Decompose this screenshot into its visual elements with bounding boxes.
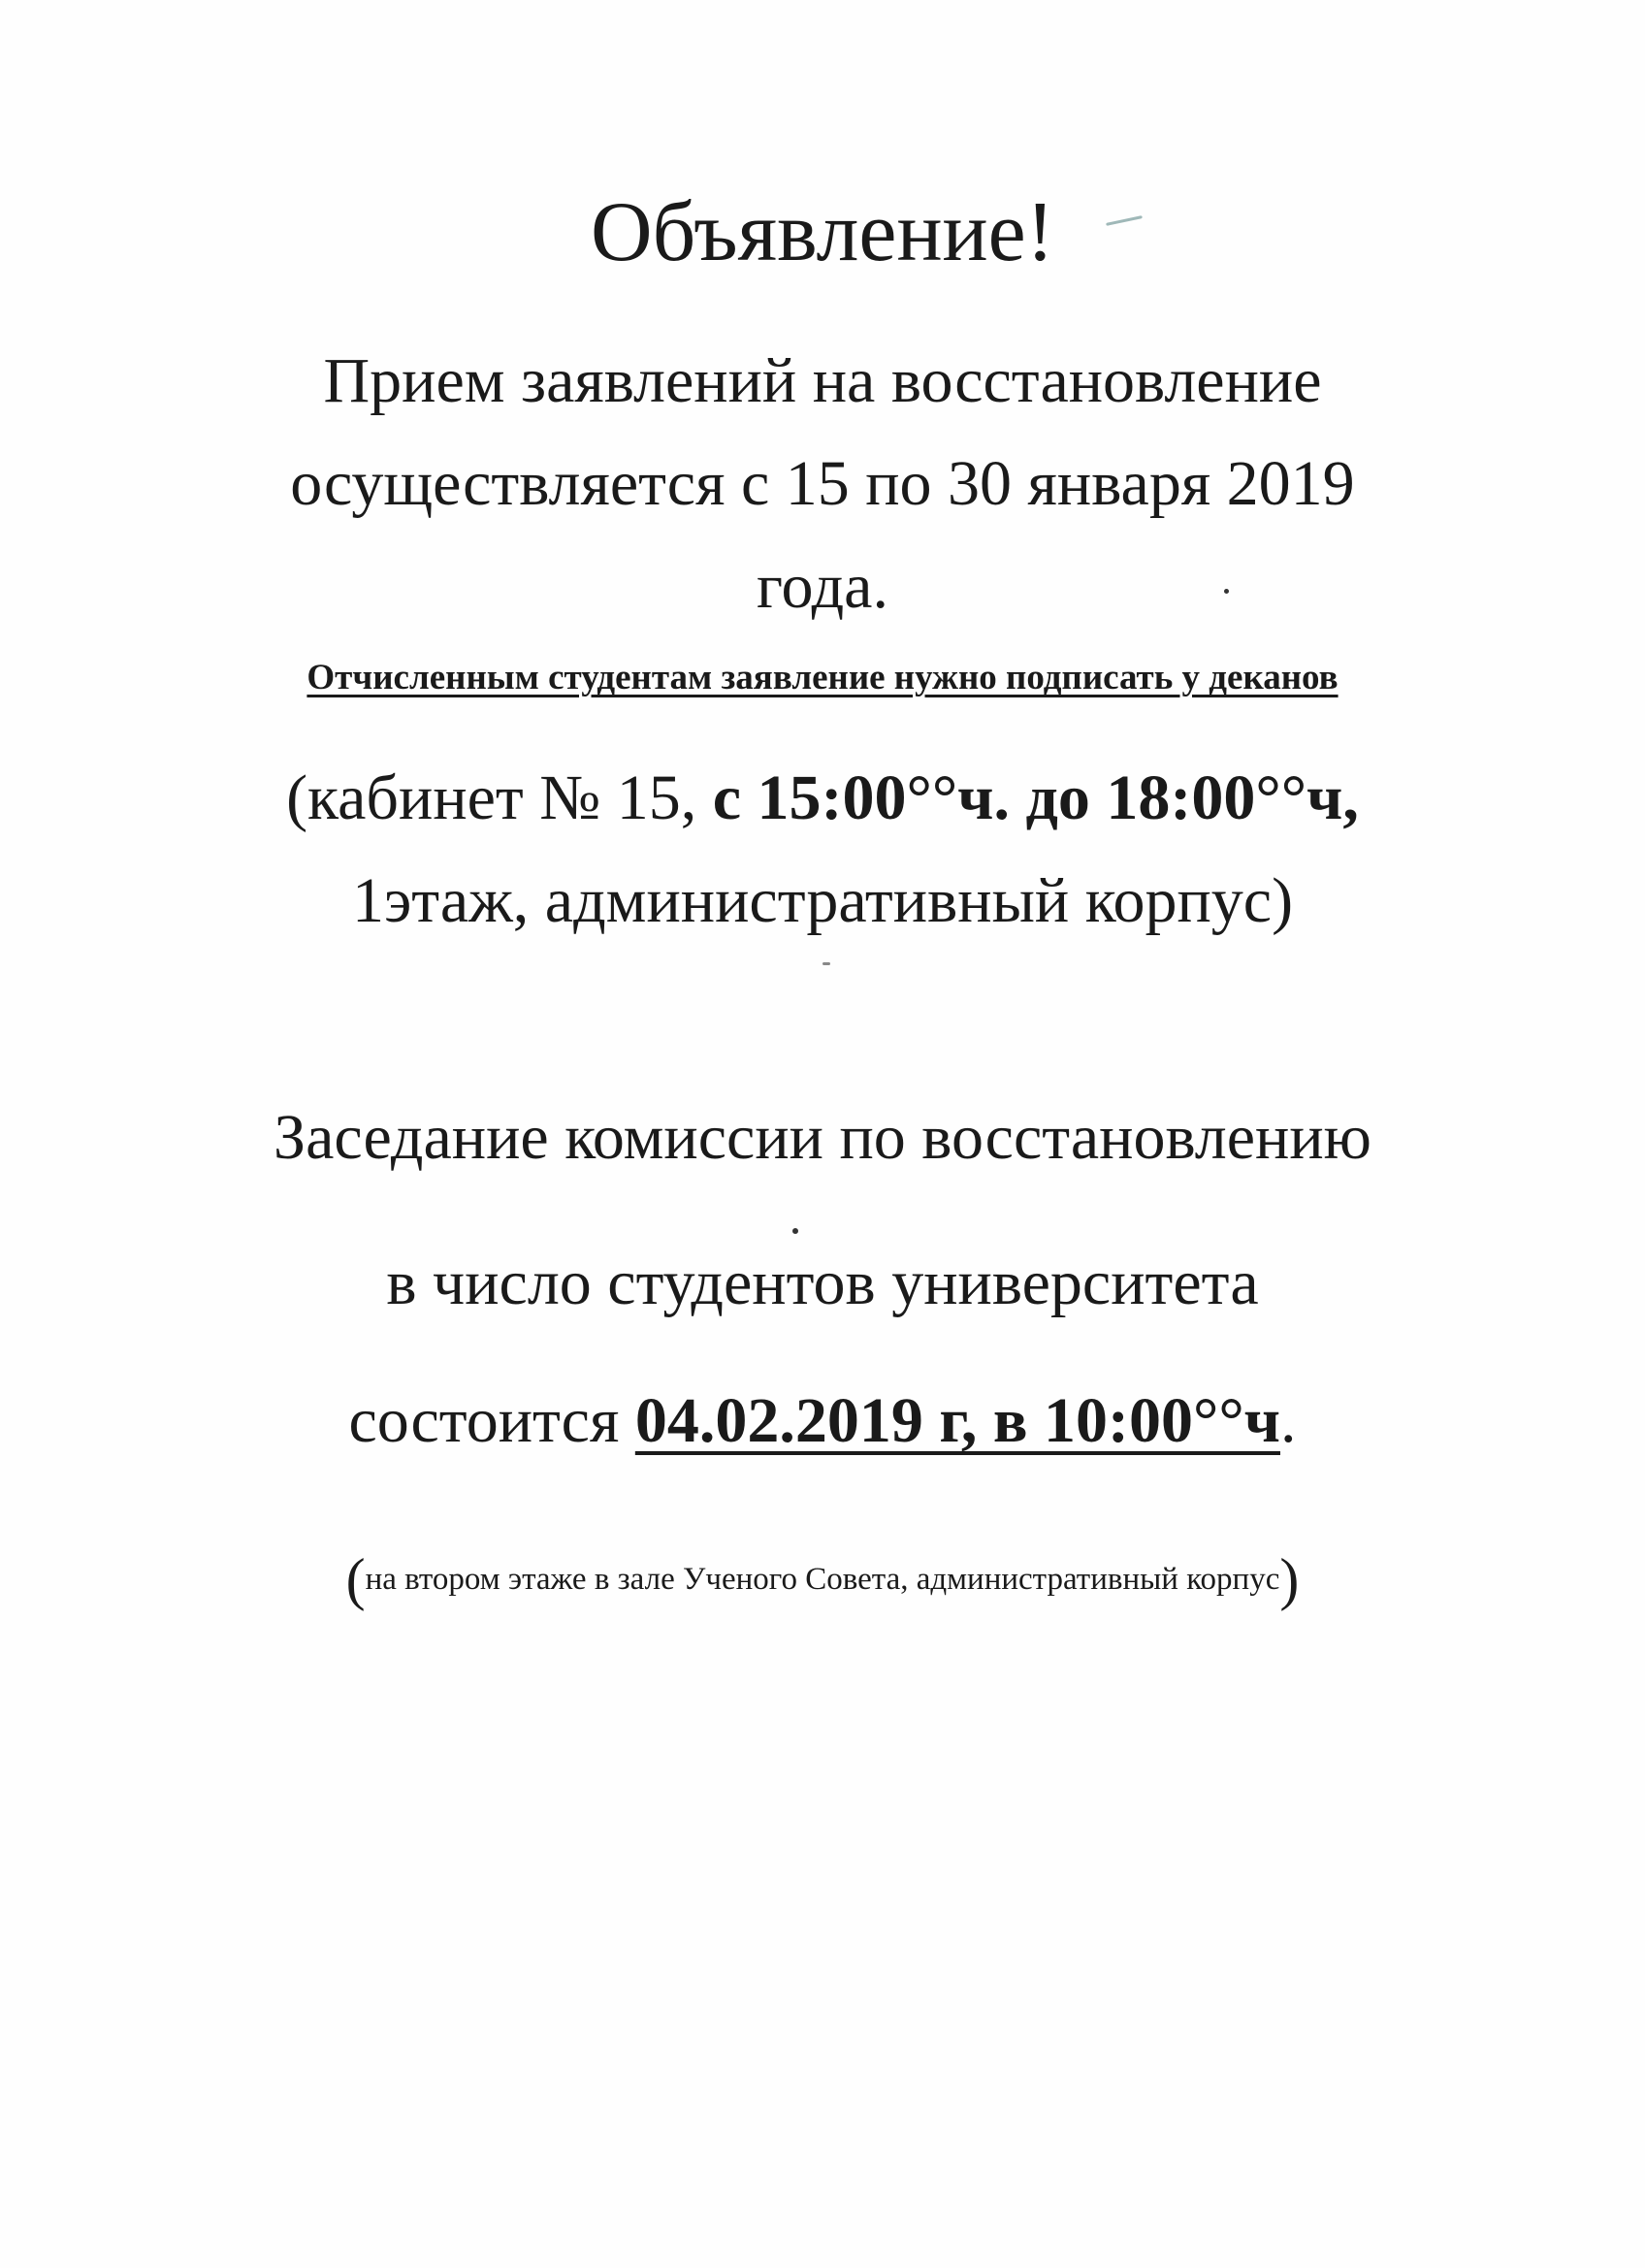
meeting-line-3: [0, 1385, 1645, 1456]
intro-line-1: Прием заявлений на восстановление: [323, 345, 1322, 416]
notice-title: Объявление!: [590, 185, 1055, 279]
intro-line-3: года.: [757, 551, 888, 622]
scan-speck: [1224, 589, 1229, 594]
meeting-datetime: 04.02.2019 г, в 10:00°°ч: [634, 1385, 1280, 1456]
venue-open-paren: (: [345, 1547, 366, 1611]
office-floor: 1этаж, административный корпус): [351, 865, 1294, 936]
venue-close-paren: ): [1279, 1547, 1300, 1611]
scan-speck: [792, 1228, 798, 1234]
office-prefix: (кабинет № 15,: [286, 762, 713, 833]
office-hours: с 15:00°°ч. до 18:00°°ч,: [712, 762, 1359, 833]
meeting-prefix: состоится: [348, 1385, 635, 1456]
venue-text: на втором этаже в зале Ученого Совета, административный корпус: [365, 1562, 1280, 1597]
meeting-line-2: в число студентов университета: [386, 1247, 1259, 1318]
venue-line: [0, 1547, 1645, 1611]
meeting-line-1: Заседание комиссии по восстановлению: [274, 1102, 1371, 1173]
deans-note: Отчисленным студентам заявление нужно подписать у деканов: [306, 658, 1339, 697]
meeting-suffix: .: [1279, 1385, 1297, 1456]
office-line: [0, 762, 1645, 833]
scan-speck: [822, 962, 830, 965]
intro-line-2: осуществляется с 15 по 30 января 2019: [290, 448, 1355, 519]
